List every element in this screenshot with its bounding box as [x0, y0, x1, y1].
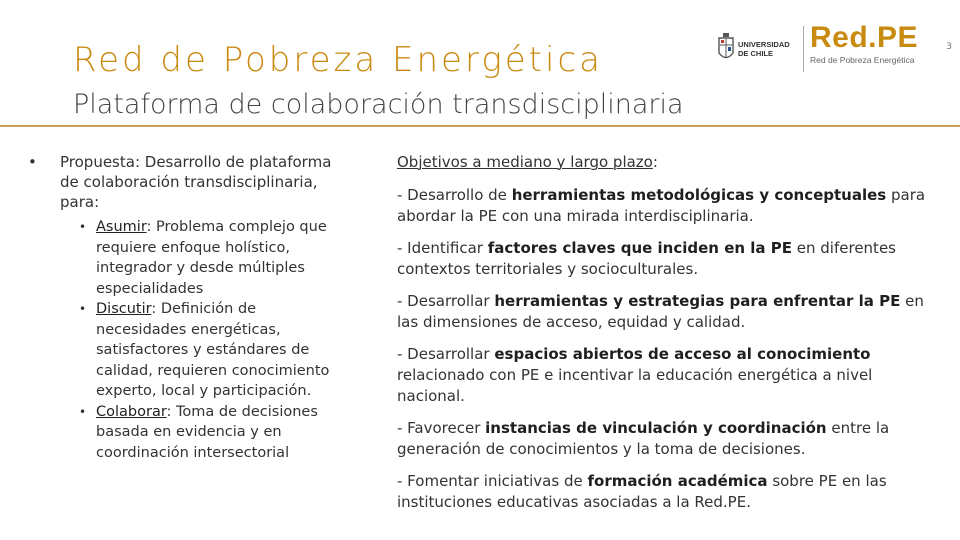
sub-bullet-list	[28, 217, 348, 463]
redpe-logo-name: Red.PE	[810, 21, 919, 54]
objectives-heading-colon: :	[652, 153, 658, 171]
bullet-icon: •	[79, 302, 87, 316]
uchile-shield-icon	[718, 33, 734, 63]
objective-pre: - Desarrollar	[397, 345, 495, 363]
list-item	[28, 217, 348, 299]
redpe-logo	[810, 22, 930, 72]
list-item	[28, 402, 348, 464]
item-term: Colaborar	[96, 403, 167, 420]
item-text: : Toma de decisiones basada en evidencia y en coordinación intersectorial	[96, 403, 318, 461]
uchile-line2: DE CHILE	[738, 49, 774, 58]
objective-item	[397, 291, 927, 333]
objectives-section	[397, 152, 927, 524]
objective-post: entre la generación de conocimientos y la toma de decisiones.	[397, 419, 890, 458]
main-bullet-text: Propuesta: Desarrollo de plataforma de colaboración transdisciplinaria, para:	[60, 153, 332, 211]
objective-item	[397, 185, 927, 227]
item-text: : Problema complejo que requiere enfoque holístico, integrador y desde múltiples especialidades	[96, 219, 327, 297]
objective-pre: - Favorecer	[397, 419, 486, 437]
objective-pre: - Desarrollo de	[397, 186, 512, 204]
objective-item	[397, 238, 927, 280]
page-title: Red de Pobreza Energética	[73, 40, 603, 80]
objective-post: en las dimensiones de acceso, equidad y calidad.	[397, 292, 924, 331]
objective-bold: factores claves que inciden en la PE	[487, 239, 793, 257]
objective-bold: espacios abiertos de acceso al conocimiento	[494, 345, 871, 363]
objective-pre: - Desarrollar	[397, 292, 495, 310]
objective-post: para abordar la PE con una mirada interdisciplinaria.	[397, 186, 926, 225]
objective-post: relacionado con PE e incentivar la educación energética a nivel nacional.	[397, 366, 873, 405]
slide-number: 3	[946, 42, 952, 52]
objectives-heading-text: Objetivos a mediano y largo plazo	[397, 153, 653, 171]
redpe-logo-subtitle: Red de Pobreza Energética	[810, 55, 915, 65]
bullet-icon: •	[79, 404, 87, 419]
universidad-de-chile-logo	[718, 33, 798, 69]
page-subtitle: Plataforma de colaboración transdisciplinaria	[73, 89, 684, 120]
objective-pre: - Fomentar iniciativas de	[397, 472, 588, 490]
logo-separator	[803, 26, 804, 72]
objective-item	[397, 344, 927, 407]
item-text: : Definición de necesidades energéticas, satisfactores y estándares de calidad, requieren conocimiento experto, local y participación.	[96, 301, 330, 399]
objectives-heading	[397, 152, 927, 173]
header-divider	[0, 125, 960, 127]
list-item	[28, 299, 348, 402]
objective-item	[397, 471, 927, 513]
proposal-section	[28, 152, 348, 463]
uchile-text	[738, 40, 790, 58]
objective-post: sobre PE en las instituciones educativas asociadas a la Red.PE.	[397, 472, 887, 511]
objective-pre: - Identificar	[397, 239, 488, 257]
main-bullet	[28, 152, 348, 212]
item-term: Discutir	[96, 301, 152, 317]
objective-post: en diferentes contextos territoriales y socioculturales.	[397, 239, 896, 278]
item-term: Asumir	[96, 219, 147, 235]
objective-bold: herramientas y estrategias para enfrentar la PE	[494, 292, 901, 310]
uchile-line1: UNIVERSIDAD	[738, 40, 790, 49]
bullet-icon: •	[79, 220, 87, 234]
objective-bold: instancias de vinculación y coordinación	[485, 419, 827, 437]
objective-bold: herramientas metodológicas y conceptuales	[511, 186, 887, 204]
objective-item	[397, 418, 927, 460]
bullet-icon: •	[28, 153, 37, 171]
objective-bold: formación académica	[587, 472, 768, 490]
